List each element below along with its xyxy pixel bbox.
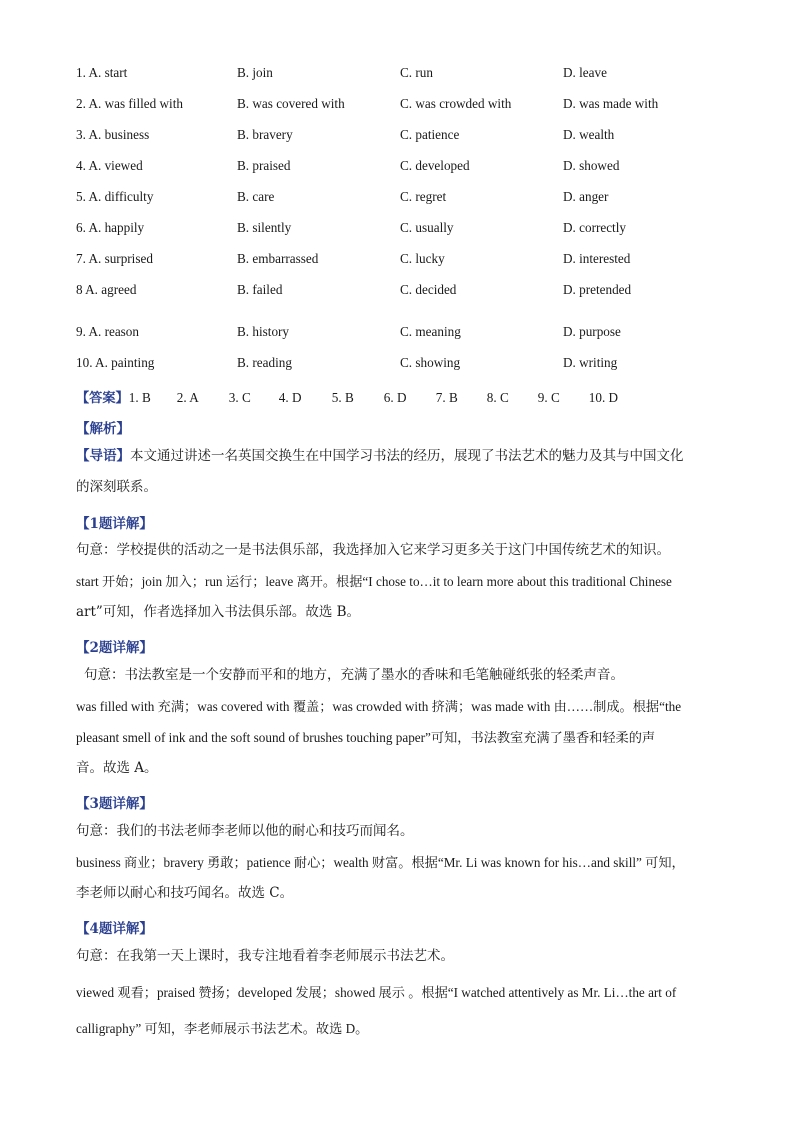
option-d: D. showed — [563, 158, 620, 173]
option-a: 6. A. happily — [76, 220, 145, 235]
option-row-6 — [76, 220, 756, 240]
q4-heading: 【4题详解】 — [76, 921, 153, 937]
option-d: D. correctly — [563, 220, 626, 235]
option-b: B. history — [237, 324, 290, 339]
option-a: 9. A. reason — [76, 324, 139, 339]
option-row-7 — [76, 251, 756, 271]
option-row-8 — [76, 282, 756, 302]
option-c: C. meaning — [400, 324, 461, 339]
q3-line: 句意：我们的书法老师李老师以他的耐心和技巧而闻名。 — [76, 823, 414, 839]
answer-item: 9. C — [537, 390, 560, 405]
q4-paragraph — [76, 941, 726, 1044]
option-b: B. silently — [237, 220, 292, 235]
option-c: C. showing — [400, 355, 461, 370]
option-a: 2. A. was filled with — [76, 96, 183, 111]
q1-line: art”可知，作者选择加入书法俱乐部。故选 B。 — [76, 604, 361, 620]
option-a: 10. A. painting — [76, 355, 155, 370]
option-b: B. embarrassed — [237, 251, 319, 266]
q2-heading: 【2题详解】 — [76, 640, 153, 656]
option-a: 5. A. difficulty — [76, 189, 154, 204]
option-c: C. patience — [400, 127, 460, 142]
option-c: C. developed — [400, 158, 470, 173]
option-d: D. purpose — [563, 324, 621, 339]
option-d: D. wealth — [563, 127, 615, 142]
q1-paragraph — [76, 535, 726, 628]
option-a: 4. A. viewed — [76, 158, 143, 173]
intro-line: 本文通过讲述一名英国交换生在中国学习书法的经历，展现了书法艺术的魅力及其与中国文化 — [130, 448, 684, 464]
answer-tag: 【答案】 — [76, 390, 129, 405]
intro-paragraph — [76, 441, 726, 503]
option-b: B. join — [237, 65, 273, 80]
q3-line: 李老师以耐心和技巧闻名。故选 C。 — [76, 885, 294, 901]
answer-item: 10. D — [588, 390, 619, 405]
answer-item: 3. C — [228, 390, 251, 405]
q1-line: 句意：学校提供的活动之一是书法俱乐部，我选择加入它来学习更多关于这门中国传统艺术的知识。 — [76, 542, 670, 558]
option-c: C. lucky — [400, 251, 445, 266]
option-d: D. was made with — [563, 96, 659, 111]
analysis-heading: 【解析】 — [76, 421, 130, 437]
q4-line: 句意：在我第一天上课时，我专注地看着李老师展示书法艺术。 — [76, 948, 454, 964]
q2-paragraph — [76, 660, 726, 784]
option-c: C. run — [400, 65, 433, 80]
option-row-4 — [76, 158, 756, 178]
answer-item: 7. B — [435, 390, 458, 405]
intro-tag: 【导语】 — [76, 448, 130, 464]
q4-line: viewed 观看；praised 赞扬；developed 发展；showed 展示 。根据“I watched attentively as Mr. Li…the art of — [76, 985, 677, 1000]
answer-line — [76, 387, 618, 406]
q1-heading: 【1题详解】 — [76, 516, 153, 532]
q1-line: start 开始；join 加入；run 运行；leave 离开。根据“I chose to…it to learn more about this traditional Chinese — [76, 574, 672, 589]
q4-line: calligraphy” 可知，李老师展示书法艺术。故选 D。 — [76, 1021, 369, 1036]
option-a: 8 A. agreed — [76, 282, 137, 297]
answer-item: 8. C — [486, 390, 509, 405]
option-d: D. pretended — [563, 282, 632, 297]
option-b: B. was covered with — [237, 96, 345, 111]
q3-paragraph — [76, 816, 726, 909]
option-row-10 — [76, 355, 756, 375]
option-c: C. was crowded with — [400, 96, 512, 111]
q3-heading: 【3题详解】 — [76, 796, 153, 812]
q3-line: business 商业；bravery 勇敢；patience 耐心；wealth 财富。根据“Mr. Li was known for his…and skill” 可知， — [76, 855, 685, 870]
option-b: B. praised — [237, 158, 291, 173]
option-d: D. leave — [563, 65, 607, 80]
answer-item: 2. A — [176, 390, 199, 405]
q2-line: 句意：书法教室是一个安静而平和的地方，充满了墨水的香味和毛笔触碰纸张的轻柔声音。 — [84, 667, 624, 683]
option-c: C. decided — [400, 282, 457, 297]
option-b: B. bravery — [237, 127, 293, 142]
option-row-5 — [76, 189, 756, 209]
option-b: B. failed — [237, 282, 283, 297]
option-row-1 — [76, 65, 756, 85]
option-a: 7. A. surprised — [76, 251, 153, 266]
option-a: 1. A. start — [76, 65, 128, 80]
option-b: B. reading — [237, 355, 292, 370]
option-d: D. anger — [563, 189, 609, 204]
answer-item: 4. D — [278, 390, 302, 405]
option-c: C. usually — [400, 220, 454, 235]
option-d: D. interested — [563, 251, 631, 266]
q2-line: pleasant smell of ink and the soft sound of brushes touching paper”可知，书法教室充满了墨香和轻柔的声 — [76, 730, 656, 745]
option-a: 3. A. business — [76, 127, 150, 142]
option-row-9 — [76, 324, 756, 344]
q2-line: 音。故选 A。 — [76, 760, 158, 776]
intro-line: 的深刻联系。 — [76, 479, 157, 495]
option-c: C. regret — [400, 189, 447, 204]
option-row-2 — [76, 96, 756, 116]
option-d: D. writing — [563, 355, 618, 370]
q2-line: was filled with 充满；was covered with 覆盖；was crowded with 挤满；was made with 由……制成。根据“the — [76, 699, 682, 714]
answer-item: 1. B — [128, 390, 151, 405]
option-row-3 — [76, 127, 756, 147]
answer-item: 5. B — [331, 390, 354, 405]
option-b: B. care — [237, 189, 275, 204]
answer-item: 6. D — [383, 390, 407, 405]
